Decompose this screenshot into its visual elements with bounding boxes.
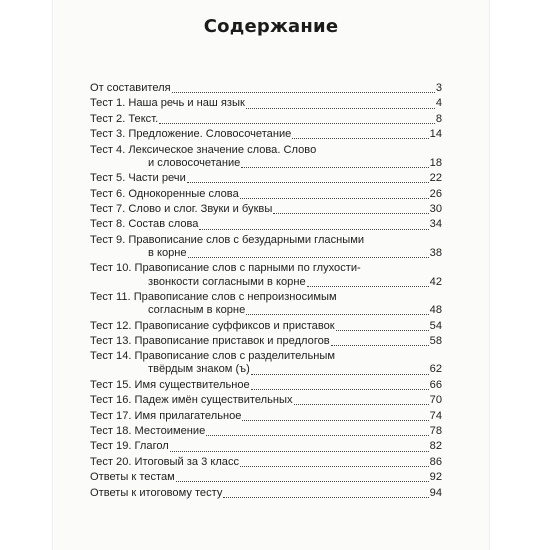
toc-entry [90, 394, 442, 407]
dot-leader [187, 182, 429, 183]
toc-page-number: 86 [429, 455, 442, 468]
toc-entry [90, 188, 442, 201]
toc-entry [90, 172, 442, 185]
toc-entry-label-continuation: в корне [148, 246, 187, 259]
toc-page-number: 66 [429, 378, 442, 391]
toc-page-number: 48 [429, 304, 442, 317]
toc-entry [90, 113, 442, 126]
toc-entry-label: Тест 4. Лексическое значение слова. Слово [90, 143, 317, 156]
toc-entry [90, 128, 442, 141]
toc-page-number: 18 [429, 156, 442, 169]
dot-leader [251, 389, 429, 390]
toc-entry-label: Тест 18. Местоимение [90, 425, 206, 438]
dot-leader [242, 420, 428, 421]
toc-entry-label-continuation: звонкости согласными в корне [148, 275, 306, 288]
toc-entry-label: Тест 1. Наша речь и наш язык [90, 97, 245, 110]
toc-entry-label: Тест 11. Правописание слов с непроизносимым [90, 290, 337, 303]
toc-entry-label: Тест 14. Правописание слов с разделительным [90, 350, 335, 363]
dot-leader [251, 374, 429, 375]
toc-page-number: 14 [429, 128, 442, 141]
toc-entry-label: Тест 20. Итоговый за 3 класс [90, 455, 240, 468]
toc-entry-label: Тест 3. Предложение. Словосочетание [90, 128, 292, 141]
toc-page-number: 42 [429, 275, 442, 288]
toc-entry [90, 82, 442, 95]
dot-leader [246, 108, 435, 109]
toc-page-number: 58 [429, 334, 442, 347]
toc-entry [90, 234, 442, 260]
toc-entry [90, 487, 442, 500]
dot-leader [206, 435, 428, 436]
toc-entry [90, 471, 442, 484]
toc-page-number: 38 [429, 246, 442, 259]
dot-leader [188, 257, 429, 258]
toc-entry-label: Ответы к тестам [90, 471, 175, 484]
toc-entry [90, 379, 442, 392]
toc-entry-label: Тест 16. Падеж имён существительных [90, 394, 293, 407]
toc-entry-label: Ответы к итоговому тесту [90, 486, 223, 499]
toc-page-number: 92 [429, 471, 442, 484]
dot-leader [240, 466, 429, 467]
toc-page-number: 22 [429, 172, 442, 185]
toc-page-number: 82 [429, 440, 442, 453]
toc-entry-label: Тест 10. Правописание слов с парными по глухости- [90, 262, 361, 275]
toc-entry [90, 440, 442, 453]
toc-page-number: 30 [429, 202, 442, 215]
toc-entry [90, 218, 442, 231]
toc-page-number: 4 [435, 97, 442, 110]
toc-entry-label: Тест 12. Правописание суффиксов и приставок [90, 319, 335, 332]
toc-entry [90, 203, 442, 216]
toc-entry [90, 262, 442, 288]
dot-leader [307, 286, 429, 287]
toc-entry [90, 335, 442, 348]
toc-entry [90, 97, 442, 110]
toc-entry-label: Тест 2. Текст. [90, 112, 159, 125]
toc-page-number: 78 [429, 425, 442, 438]
toc-entry [90, 410, 442, 423]
toc-entry-label: Тест 15. Имя существительное [90, 378, 250, 391]
toc-entry-label: Тест 6. Однокоренные слова [90, 187, 239, 200]
toc-entry [90, 456, 442, 469]
dot-leader [223, 497, 428, 498]
toc-entry-label: От составителя [90, 82, 171, 94]
toc-entry-label-continuation: твёрдым знаком (ъ) [148, 363, 250, 376]
table-of-contents [90, 82, 442, 502]
toc-page-number: 26 [429, 187, 442, 200]
toc-entry-label: Тест 5. Части речи [90, 172, 186, 185]
toc-entry-label-continuation: согласным в корне [148, 304, 246, 317]
toc-page-number: 8 [435, 112, 442, 125]
toc-entry [90, 350, 442, 376]
toc-page-number: 94 [429, 486, 442, 499]
dot-leader [292, 138, 428, 139]
dot-leader [246, 314, 428, 315]
toc-entry [90, 144, 442, 170]
dot-leader [240, 198, 429, 199]
dot-leader [331, 345, 429, 346]
toc-entry-label: Тест 7. Слово и слог. Звуки и буквы [90, 202, 273, 215]
toc-page-number: 74 [429, 409, 442, 422]
toc-entry-label: Тест 19. Глагол [90, 440, 169, 453]
toc-entry-label: Тест 17. Имя прилагательное [90, 409, 242, 422]
toc-entry [90, 320, 442, 333]
toc-entry-label: Тест 9. Правописание слов с безударными гласными [90, 233, 365, 246]
toc-entry-label: Тест 13. Правописание приставок и предлогов [90, 334, 330, 347]
toc-page-number: 3 [435, 82, 442, 94]
dot-leader [241, 167, 428, 168]
toc-page-number: 34 [429, 218, 442, 231]
toc-entry-label-continuation: и словосочетание [148, 156, 241, 169]
toc-page-number: 62 [429, 363, 442, 376]
dot-leader [172, 92, 435, 93]
page-title: Содержание [203, 16, 339, 37]
toc-entry [90, 291, 442, 317]
dot-leader [199, 229, 428, 230]
toc-page-number: 54 [429, 319, 442, 332]
dot-leader [294, 404, 429, 405]
dot-leader [176, 481, 429, 482]
dot-leader [273, 213, 428, 214]
toc-entry-label: Тест 8. Состав слова [90, 218, 199, 231]
toc-page-number: 70 [429, 394, 442, 407]
toc-entry [90, 425, 442, 438]
dot-leader [170, 451, 429, 452]
book-page [53, 0, 489, 550]
dot-leader [159, 123, 435, 124]
dot-leader [336, 330, 429, 331]
